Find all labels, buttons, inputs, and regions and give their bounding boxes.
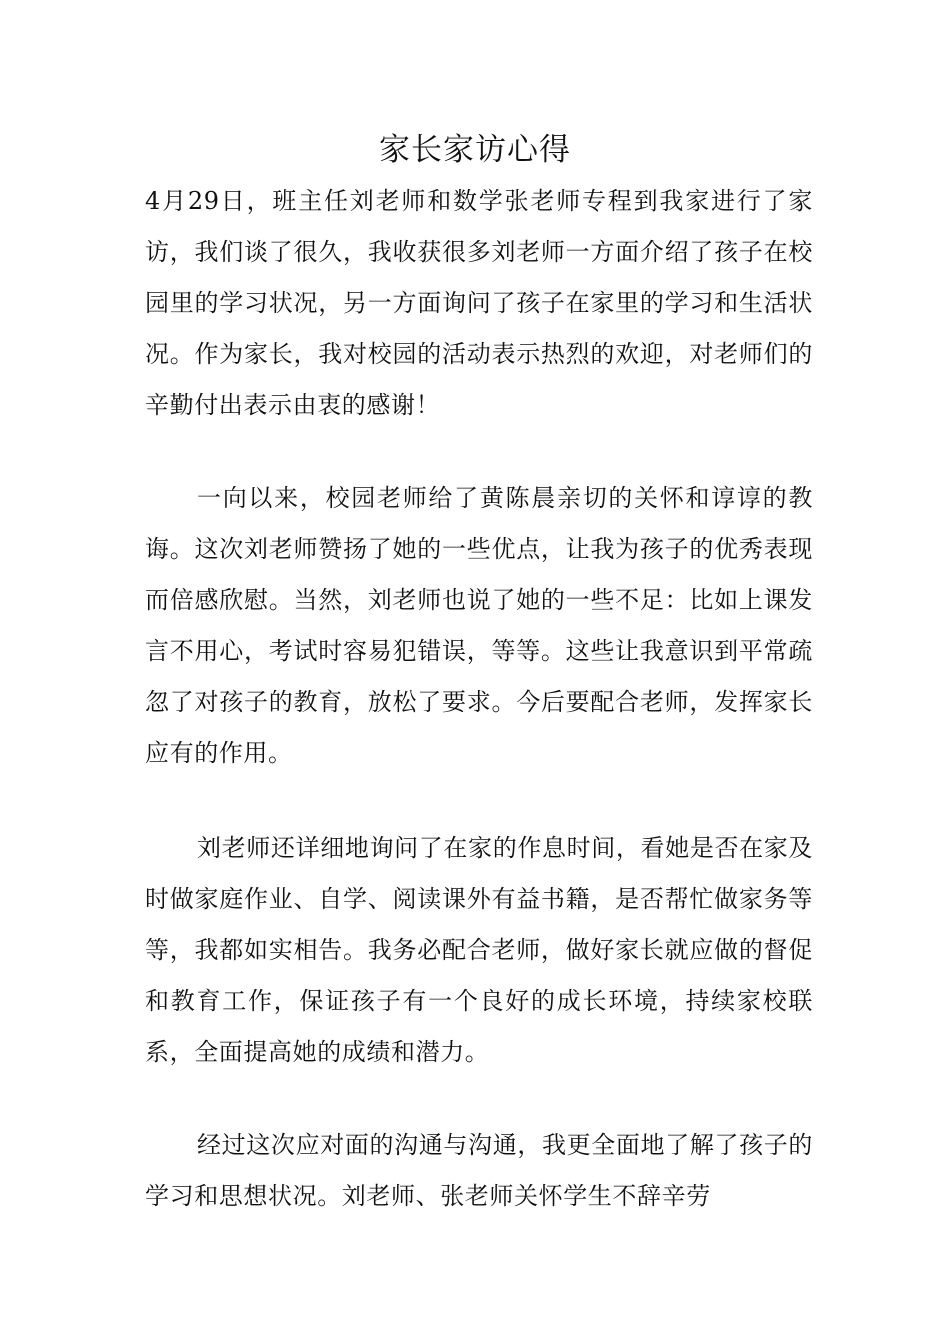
paragraph-2: 一向以来，校园老师给了黄陈晨亲切的关怀和谆谆的教诲。这次刘老师赞扬了她的一些优点，让我为孩子的优秀表现而倍感欣慰。当然，刘老师也说了她的一些不足：比如上课发言不用心，考试时容易犯错误，等等。这些让我意识到平常疏忽了对孩子的教育，放松了要求。今后要配合老师，发挥家长应有的作用。 [145, 484, 813, 767]
document-title: 家长家访心得 [379, 132, 571, 168]
paragraph-3: 刘老师还详细地询问了在家的作息时间，看她是否在家及时做家庭作业、自学、阅读课外有益书籍，是否帮忙做家务等等，我都如实相告。我务必配合老师，做好家长就应做的督促和教育工作，保证孩子有一个良好的成长环境，持续家校联系，全面提高她的成绩和潜力。 [145, 834, 813, 1066]
paragraph-4: 经过这次应对面的沟通与沟通，我更全面地了解了孩子的学习和思想状况。刘老师、张老师关怀学生不辞辛劳 [145, 1131, 813, 1210]
paragraph-1: 4月29日，班主任刘老师和数学张老师专程到我家进行了家访，我们谈了很久，我收获很多刘老师一方面介绍了孩子在校园里的学习状况，另一方面询问了孩子在家里的学习和生活状况。作为家长，我对校园的活动表示热烈的欢迎，对老师们的辛勤付出表示由衷的感谢！ [145, 187, 813, 419]
